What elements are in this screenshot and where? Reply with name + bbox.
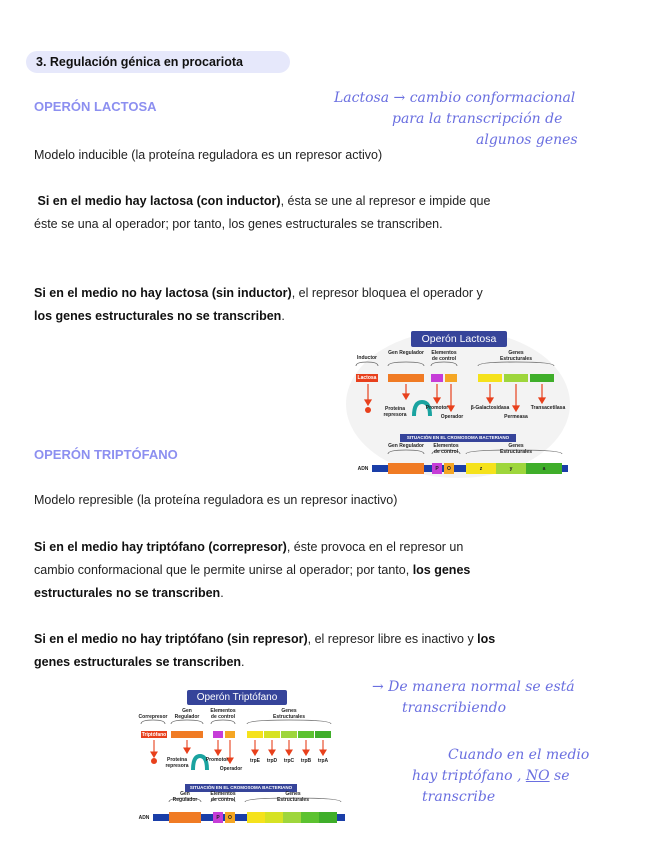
trp-label-operador: Operador [219, 766, 243, 772]
trp-diagram-title: Operón Triptófano [196, 692, 278, 703]
lac-model: Modelo inducible (la proteína reguladora es un represor activo) [34, 148, 383, 162]
lac-label-permeasa: Permeasa [504, 414, 528, 420]
trp-p1-bold2: los genes estructurales no se transcriben [34, 563, 471, 600]
trp-paragraph-2 [34, 628, 504, 674]
lac-paragraph-2 [34, 282, 504, 328]
trp-p2-bold: Si en el medio no hay triptófano (sin represor) [34, 632, 308, 646]
lac-label-z: z [479, 466, 483, 472]
trp-operon-diagram [137, 688, 349, 828]
lac-note-line-3: algunos genes [476, 132, 578, 148]
lac-label-a: a [542, 466, 546, 472]
lac-p1-bold: Si en el medio hay lactosa (con inductor) [37, 194, 281, 208]
trp-label-elementos-control-2: Elementos de control [210, 791, 236, 803]
trp-note1-line-2: transcribiendo [402, 700, 507, 716]
trp-p1-end: . [220, 586, 224, 600]
trp-label-trpA: trpA [317, 758, 329, 764]
lac-label-elementos-control-2: Elementos de control [433, 443, 459, 455]
trp-label-proteina-represora: Proteína represora [165, 757, 189, 769]
lac-operon-diagram [344, 328, 572, 480]
lac-p1-rest: , ésta se une al represor e impide que éste se una al operador; por tanto, los genes estructurales se transcriben. [34, 194, 491, 231]
section-title: 3. Regulación génica en procariota [26, 51, 290, 73]
trp-p2-end: . [241, 655, 245, 669]
lac-label-gen-regulador-2: Gen Regulador [388, 443, 424, 449]
trp-p1-bold: Si en el medio hay triptófano (correpresor) [34, 540, 287, 554]
lac-label-galactosidasa: β-Galactosidasa [470, 405, 510, 411]
trp-note2-text-a: hay triptófano , [412, 768, 526, 784]
trp-p1-rest: , éste provoca en el represor un cambio conformacional que le permite unirse al operador; por tanto, [34, 540, 464, 577]
trp-model: Modelo represible (la proteína reguladora es un represor inactivo) [34, 493, 398, 507]
trp-label-triptofano: Triptófano [141, 732, 167, 738]
trp-note2-line-3: transcribe [422, 789, 496, 805]
trp-label-trpE: trpE [250, 758, 260, 764]
trp-label-trpD: trpD [266, 758, 278, 764]
lac-label-promotor: Promotor [425, 405, 449, 411]
trp-label-adn: ADN [138, 815, 150, 821]
trp-label-elementos-control: Elementos de control [210, 708, 236, 720]
lac-label-lactosa: Lactosa [357, 375, 377, 381]
trp-p2-bold2: los genes estructurales se transcriben [34, 632, 496, 669]
lac-diagram-title: Operón Lactosa [421, 333, 497, 345]
trp-note2-line-2 [412, 766, 642, 787]
lac-label-proteina-represora: Proteína represora [383, 406, 407, 418]
lac-label-y: y [509, 466, 513, 472]
lac-heading: OPERÓN LACTOSA [34, 99, 157, 114]
lac-label-transacetilasa: Transacetilasa [530, 405, 566, 411]
trp-note2-text-b: se [549, 768, 570, 784]
lac-label-operador: Operador [440, 414, 464, 420]
lac-label-inductor: Inductor [357, 355, 377, 361]
lac-p2-bold: Si en el medio no hay lactosa (sin inductor) [34, 286, 292, 300]
trp-label-situacion: SITUACIÓN EN EL CROMOSOMA BACTERIANO [189, 785, 293, 790]
trp-handwritten-note-1 [372, 677, 642, 719]
trp-label-trpC: trpC [283, 758, 295, 764]
lac-label-adn: ADN [357, 466, 369, 472]
trp-label-promotor: Promotor [205, 757, 229, 763]
trp-label-genes-estructurales: Genes Estructurales [273, 708, 305, 720]
lac-label-elementos-control: Elementos de control [431, 350, 457, 362]
lac-label-genes-estructurales: Genes Estructurales [500, 350, 532, 362]
trp-label-genes-estructurales-2: Genes Estructurales [277, 791, 309, 803]
lac-p2-mid: , el represor bloquea el operador y [291, 286, 483, 300]
lac-note-line-1: Lactosa → cambio conformacional [334, 90, 576, 106]
lac-note-line-2: para la transcripción de [392, 111, 563, 127]
lac-label-genes-estructurales-2: Genes Estructurales [500, 443, 532, 455]
trp-label-trpB: trpB [300, 758, 312, 764]
lac-p2-bold2: los genes estructurales no se transcriben [34, 309, 282, 323]
lac-label-p: P [435, 466, 439, 472]
trp-p2-mid: , el represor libre es inactivo y [307, 632, 478, 646]
trp-label-o: O [228, 815, 232, 821]
lac-handwritten-note [334, 88, 634, 151]
lac-label-o: O [447, 466, 451, 472]
trp-label-gen-regulador: Gen Regulador [174, 708, 200, 720]
lac-label-situacion: SITUACIÓN EN EL CROMOSOMA BACTERIANO [406, 435, 510, 440]
trp-note1-line-1: → De manera normal se está [372, 679, 575, 695]
trp-heading: OPERÓN TRIPTÓFANO [34, 447, 178, 462]
trp-note2-line-1: Cuando en el medio [448, 747, 590, 763]
lac-p2-end: . [281, 309, 285, 323]
lac-paragraph-1 [34, 190, 504, 236]
trp-label-correpresor: Correpresor [138, 714, 168, 720]
trp-label-p: P [216, 815, 220, 821]
trp-label-gen-regulador-2: Gen Regulador [172, 791, 198, 803]
trp-note2-no: NO [525, 768, 550, 784]
trp-paragraph-1 [34, 536, 504, 605]
lac-label-gen-regulador: Gen Regulador [388, 350, 424, 356]
trp-handwritten-note-2 [412, 745, 642, 808]
